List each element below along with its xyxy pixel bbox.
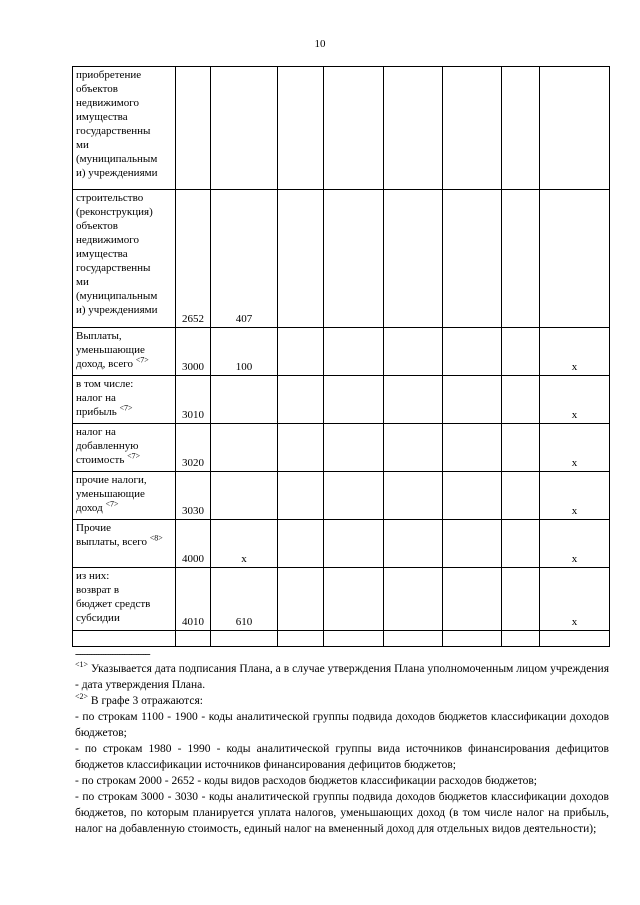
empty-cell — [324, 67, 384, 190]
empty-cell — [324, 190, 384, 328]
not-applicable-mark: х — [540, 472, 610, 520]
budget-code: 407 — [211, 190, 278, 328]
empty-cell — [502, 472, 540, 520]
empty-cell — [384, 376, 443, 424]
empty-cell — [443, 520, 502, 568]
empty-cell — [502, 190, 540, 328]
empty-cell — [384, 520, 443, 568]
row-code — [176, 67, 211, 190]
row-label: приобретение объектов недвижимого имущества государственны ми (муниципальным и) учреждениями — [76, 69, 158, 179]
row-code: 4000 — [176, 520, 211, 568]
not-applicable-mark — [540, 190, 610, 328]
row-label: Прочие выплаты, всего $^{<8>}$ — [76, 522, 163, 548]
row-code: 3030 — [176, 472, 211, 520]
empty-cell — [324, 376, 384, 424]
footnote-ref: <7> — [127, 451, 141, 461]
budget-code: 610 — [211, 568, 278, 631]
empty-cell — [443, 631, 502, 647]
empty-cell — [502, 568, 540, 631]
empty-cell — [324, 520, 384, 568]
empty-cell — [324, 328, 384, 376]
row-code: 3020 — [176, 424, 211, 472]
row-label-cell — [73, 424, 176, 472]
not-applicable-mark: х — [540, 376, 610, 424]
table-row — [73, 376, 610, 424]
empty-cell — [278, 631, 324, 647]
row-label: Выплаты, уменьшающие доход, всего $^{<7>}$ — [76, 330, 149, 370]
table-row — [73, 328, 610, 376]
not-applicable-mark — [540, 631, 610, 647]
table-row — [73, 568, 610, 631]
table-row — [73, 190, 610, 328]
empty-cell — [502, 520, 540, 568]
row-code: 3000 — [176, 328, 211, 376]
footnote-item: - по строкам 1980 - 1990 - коды аналитической группы вида источников финансирования дефицитов бюджетов классификации источников финансирования дефицитов бюджетов; — [75, 743, 609, 771]
empty-cell — [278, 328, 324, 376]
row-label-cell — [73, 472, 176, 520]
row-label: налог на добавленную стоимость $^{<7>}$ — [76, 426, 141, 466]
row-label: прочие налоги, уменьшающие доход $^{<7>}$ — [76, 474, 147, 514]
row-label-cell — [73, 520, 176, 568]
empty-cell — [443, 568, 502, 631]
row-label: из них: возврат в бюджет средств субсидии — [76, 570, 151, 624]
table-row — [73, 631, 610, 647]
empty-cell — [384, 568, 443, 631]
footnote-ref: <7> — [135, 355, 149, 365]
budget-code — [211, 376, 278, 424]
row-label-cell — [73, 328, 176, 376]
budget-code: х — [211, 520, 278, 568]
budget-code — [211, 67, 278, 190]
footnote-ref: <8> — [149, 533, 163, 543]
page-number: 10 — [314, 38, 326, 50]
empty-cell — [502, 67, 540, 190]
empty-cell — [443, 376, 502, 424]
empty-cell — [278, 424, 324, 472]
table-row — [73, 67, 610, 190]
footnote-ref: <7> — [105, 499, 119, 509]
empty-cell — [324, 631, 384, 647]
empty-cell — [278, 67, 324, 190]
footnote-ref: <7> — [119, 403, 133, 413]
footnote-item: - по строкам 1100 - 1900 - коды аналитической группы подвида доходов бюджетов классификации доходов бюджетов; — [75, 711, 609, 739]
empty-cell — [384, 67, 443, 190]
footnote-item: - по строкам 3000 - 3030 - коды аналитической группы подвида доходов бюджетов классификации доходов бюджетов, по которым планируется уплата налогов, уменьшающих доход (в том числе налог на прибыль, налог на добавленную стоимость, единый налог на вмененный доход для отдельных видов деятельности); — [75, 791, 609, 835]
footnote-1-mark: <1> — [75, 660, 89, 670]
row-label-cell — [73, 568, 176, 631]
empty-cell — [502, 631, 540, 647]
budget-code — [211, 631, 278, 647]
empty-cell — [502, 328, 540, 376]
budget-code: 100 — [211, 328, 278, 376]
footnote-1-text: Указывается дата подписания Плана, а в случае утверждения Плана уполномоченным лицом учреждения - дата утверждения Плана. — [75, 663, 609, 691]
row-label-cell — [73, 190, 176, 328]
empty-cell — [324, 472, 384, 520]
empty-cell — [443, 67, 502, 190]
not-applicable-mark: х — [540, 424, 610, 472]
row-code: 3010 — [176, 376, 211, 424]
empty-cell — [443, 190, 502, 328]
row-label-cell — [73, 631, 176, 647]
not-applicable-mark — [540, 67, 610, 190]
footnote-separator: -------------------------------- — [75, 649, 150, 660]
budget-code — [211, 424, 278, 472]
empty-cell — [278, 472, 324, 520]
empty-cell — [278, 376, 324, 424]
row-label-cell — [73, 376, 176, 424]
row-label-cell — [73, 67, 176, 190]
not-applicable-mark: х — [540, 328, 610, 376]
table-row — [73, 520, 610, 568]
footnote-1 — [75, 661, 609, 693]
row-code: 2652 — [176, 190, 211, 328]
empty-cell — [443, 328, 502, 376]
footnote-2-mark: <2> — [75, 692, 89, 702]
plan-table — [72, 66, 610, 647]
empty-cell — [384, 190, 443, 328]
empty-cell — [443, 424, 502, 472]
empty-cell — [443, 472, 502, 520]
empty-cell — [324, 424, 384, 472]
empty-cell — [278, 190, 324, 328]
budget-code — [211, 472, 278, 520]
empty-cell — [384, 424, 443, 472]
not-applicable-mark: х — [540, 568, 610, 631]
footnotes — [75, 661, 609, 837]
empty-cell — [384, 328, 443, 376]
table-row — [73, 472, 610, 520]
row-label: строительство (реконструкция) объектов недвижимого имущества государственны ми (муниципальным и) учреждениями — [76, 192, 158, 316]
empty-cell — [502, 424, 540, 472]
empty-cell — [384, 472, 443, 520]
empty-cell — [278, 520, 324, 568]
footnote-2 — [75, 693, 609, 709]
row-code — [176, 631, 211, 647]
footnote-item: - по строкам 2000 - 2652 - коды видов расходов бюджетов классификации расходов бюджетов; — [75, 775, 537, 787]
row-code: 4010 — [176, 568, 211, 631]
row-label: в том числе: налог на прибыль $^{<7>}$ — [76, 378, 134, 418]
empty-cell — [502, 376, 540, 424]
footnote-2-text: В графе 3 отражаются: — [88, 695, 203, 707]
empty-cell — [324, 568, 384, 631]
not-applicable-mark: х — [540, 520, 610, 568]
empty-cell — [278, 568, 324, 631]
table-row — [73, 424, 610, 472]
empty-cell — [384, 631, 443, 647]
